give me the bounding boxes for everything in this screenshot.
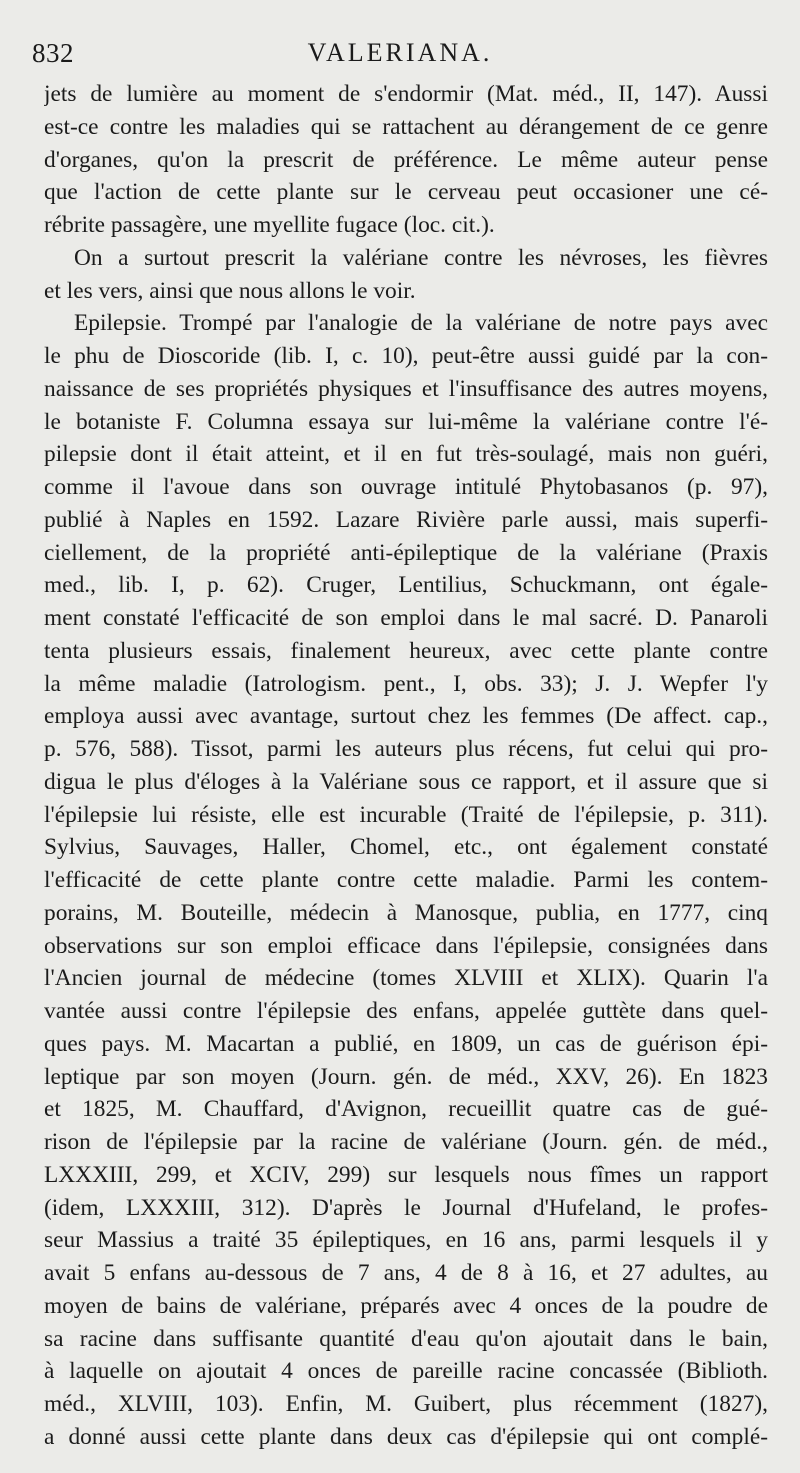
text-line: l'épilepsie lui résiste, elle est incurable (Traité de l'épilepsie, p. 311). <box>44 801 768 828</box>
text-line: pilepsie dont il était atteint, et il en fut très-soulagé, mais non guéri, <box>44 441 768 468</box>
text-line: l'efficacité de cette plante contre cette maladie. Parmi les contem- <box>44 867 768 893</box>
text-line: tenta plusieurs essais, finalement heureux, avec cette plante contre <box>44 637 768 664</box>
text-line: sa racine dans suffisante quantité d'eau qu'on ajoutait dans le bain, <box>44 1325 768 1352</box>
text-line: l'Ancien journal de médecine (tomes XLVIII et XLIX). Quarin l'a <box>44 965 768 992</box>
text-line: que l'action de cette plante sur le cerveau peut occasioner une cé- <box>44 179 768 206</box>
text-line: à laquelle on ajoutait 4 onces de pareille racine concassée (Biblioth. <box>44 1358 768 1385</box>
text-line: la même maladie (Iatrologism. pent., I, obs. 33); J. J. Wepfer l'y <box>44 670 768 697</box>
text-line: porains, M. Bouteille, médecin à Manosque, publia, en 1777, cinq <box>44 899 768 926</box>
text-line: avait 5 enfans au-dessous de 7 ans, 4 de 8 à 16, et 27 adultes, au <box>44 1260 768 1286</box>
text-line: et 1825, M. Chauffard, d'Avignon, recueillit quatre cas de gué- <box>44 1096 768 1123</box>
text-line: observations sur son emploi efficace dans l'épilepsie, consignées dans <box>44 932 768 959</box>
running-title: VALERIANA. <box>307 38 493 67</box>
text-line: p. 576, 588). Tissot, parmi les auteurs plus récens, fut celui qui pro- <box>44 736 768 762</box>
text-line: rison de l'épilepsie par la racine de valériane (Journ. gén. de méd., <box>44 1129 768 1155</box>
text-line: ques pays. M. Macartan a publié, en 1809, un cas de guérison épi- <box>44 1030 768 1057</box>
text-line: rébrite passagère, une myellite fugace (loc. cit.). <box>44 212 495 238</box>
text-line: et les vers, ainsi que nous allons le voir. <box>44 277 416 304</box>
body-text <box>44 78 768 1454</box>
text-line: d'organes, qu'on la prescrit de préférence. Le même auteur pense <box>44 146 768 173</box>
text-line: naissance de ses propriétés physiques et l'insuffisance des autres moyens, <box>44 375 768 402</box>
text-line: jets de lumière au moment de s'endormir (Mat. méd., II, 147). Aussi <box>44 81 768 107</box>
text-line: Epilepsie. Trompé par l'analogie de la valériane de notre pays avec <box>74 310 768 337</box>
text-line: ment constaté l'efficacité de son emploi dans le mal sacré. D. Panaroli <box>44 605 768 631</box>
text-line: publié à Naples en 1592. Lazare Rivière parle aussi, mais superfi- <box>44 506 768 533</box>
text-line: On a surtout prescrit la valériane contre les névroses, les fièvres <box>74 244 768 271</box>
text-line: est-ce contre les maladies qui se rattachent au dérangement de ce genre <box>44 113 768 140</box>
text-line: comme il l'avoue dans son ouvrage intitulé Phytobasanos (p. 97), <box>44 474 768 500</box>
page-header <box>32 30 768 74</box>
text-line: le phu de Dioscoride (lib. I, c. 10), peut-être aussi guidé par la con- <box>44 343 768 369</box>
text-line: moyen de bains de valériane, préparés avec 4 onces de la poudre de <box>44 1292 768 1319</box>
text-line: digua le plus d'éloges à la Valériane sous ce rapport, et il assure que si <box>44 768 768 795</box>
text-line: Sylvius, Sauvages, Haller, Chomel, etc., ont également constaté <box>44 834 768 861</box>
text-line: méd., XLVIII, 103). Enfin, M. Guibert, plus récemment (1827), <box>44 1391 768 1417</box>
text-line: vantée aussi contre l'épilepsie des enfans, appelée guttète dans quel- <box>44 998 768 1024</box>
text-line: leptique par son moyen (Journ. gén. de méd., XXV, 26). En 1823 <box>44 1063 768 1090</box>
text-line: le botaniste F. Columna essaya sur lui-même la valériane contre l'é- <box>44 408 768 435</box>
text-line: LXXXIII, 299, et XCIV, 299) sur lesquels nous fîmes un rapport <box>44 1161 768 1188</box>
page-number: 832 <box>32 38 74 68</box>
text-line: med., lib. I, p. 62). Cruger, Lentilius, Schuckmann, ont égale- <box>44 572 768 599</box>
text-line: (idem, LXXXIII, 312). D'après le Journal d'Hufeland, le profes- <box>44 1194 768 1221</box>
text-line: seur Massius a traité 35 épileptiques, en 16 ans, parmi lesquels il y <box>44 1227 768 1254</box>
text-line: ciellement, de la propriété anti-épileptique de la valériane (Praxis <box>44 539 768 566</box>
text-line: employa aussi avec avantage, surtout chez les femmes (De affect. cap., <box>44 703 768 730</box>
text-line: a donné aussi cette plante dans deux cas d'épilepsie qui ont complé- <box>44 1423 768 1450</box>
